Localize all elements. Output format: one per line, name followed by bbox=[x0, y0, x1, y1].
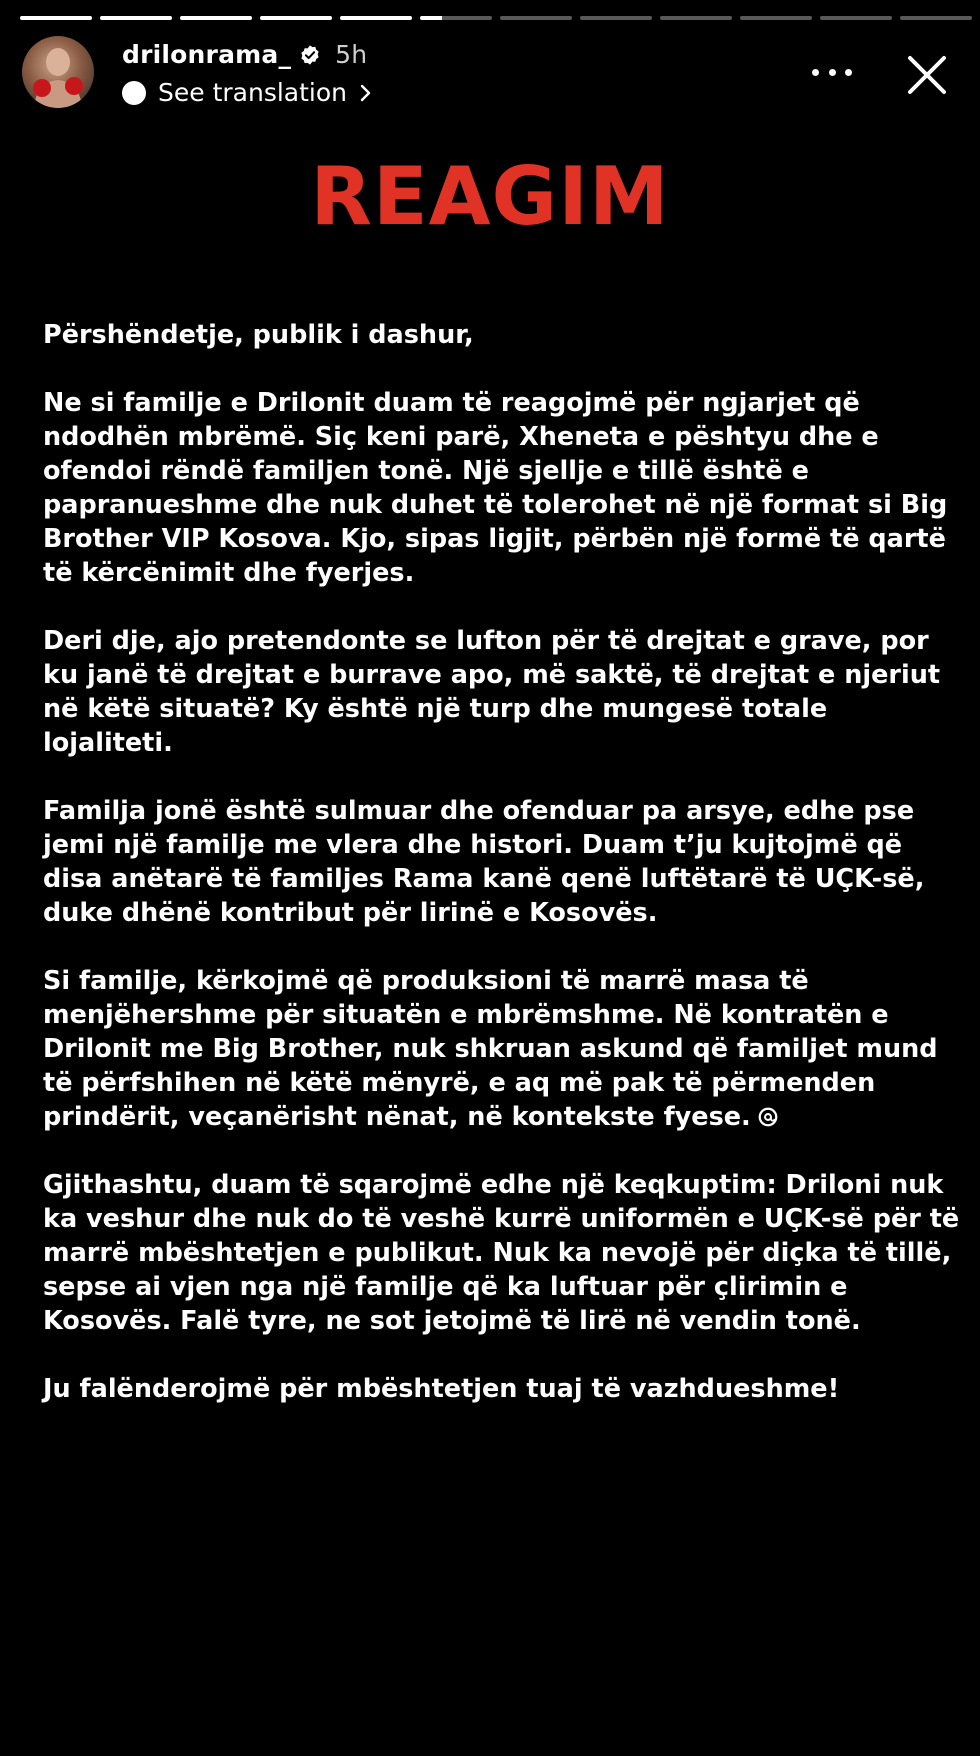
paragraph-1: Ne si familje e Drilonit duam të reagojmë për ngjarjet që ndodhën mbrëmë. Siç keni parë, Xheneta e pështyu dhe e ofendoi rëndë familjen tonë. Një sjellje e tillë është e papranueshme dhe nuk duhet të tolerohet në një format si Big Brother VIP Kosova. Kjo, sipas ligjit, përbën një formë të qartë të kërcënimit dhe fyerjes. bbox=[43, 388, 948, 588]
paragraph-5: Gjithashtu, duam të sqarojmë edhe një keqkuptim: Driloni nuk ka veshur dhe nuk do të veshë kurrë uniformën e UÇK-së për të marrë mbështetjen e publikut. Nuk ka nevojë për diçka të tillë, sepse ai vjen nga një familje që ka luftuar për çlirimin e Kosovës. Falë tyre, ne sot jetojmë të lirë në vendin tonë. bbox=[43, 1170, 960, 1336]
progress-segment bbox=[900, 16, 972, 20]
paragraph-3: Familja jonë është sulmuar dhe ofenduar pa arsye, edhe pse jemi një familje me vlera dhe histori. Duam t’ju kujtojmë që disa anëtarë të familjes Rama kanë qenë luftëtarë të UÇK-së, duke dhënë kontribut për lirinë e Kosovës. bbox=[43, 796, 925, 928]
progress-segment bbox=[580, 16, 652, 20]
threads-icon bbox=[757, 1106, 779, 1128]
paragraph-4 bbox=[43, 964, 963, 1134]
progress-segment bbox=[740, 16, 812, 20]
progress-segment bbox=[260, 16, 332, 20]
story-progress-bar bbox=[20, 16, 972, 20]
progress-segment bbox=[100, 16, 172, 20]
avatar[interactable] bbox=[22, 36, 94, 108]
see-translation-label: See translation bbox=[158, 78, 348, 107]
post-time: 5h bbox=[335, 40, 368, 69]
translate-icon bbox=[122, 81, 146, 105]
paragraph-4-text: Si familje, kërkojmë që produksioni të marrë masa të menjëhershme për situatën e mbrëmshme. Në kontratën e Drilonit me Big Brother, nuk shkruan askund që familjet mund të përfshihen në këtë mënyrë, e aq më pak të përmenden prindërit, veçanërisht nënat, në kontekste fyese. bbox=[43, 966, 938, 1132]
progress-segment bbox=[20, 16, 92, 20]
paragraph-greeting: Përshëndetje, publik i dashur, bbox=[43, 320, 474, 350]
progress-segment bbox=[820, 16, 892, 20]
progress-segment bbox=[340, 16, 412, 20]
progress-segment bbox=[420, 16, 492, 20]
see-translation-button[interactable] bbox=[122, 78, 373, 107]
story-body bbox=[43, 318, 963, 1440]
progress-segment bbox=[180, 16, 252, 20]
story-header bbox=[22, 36, 962, 116]
story-title: REAGIM bbox=[310, 150, 670, 243]
progress-segment bbox=[500, 16, 572, 20]
chevron-right-icon bbox=[359, 83, 373, 103]
username-row[interactable] bbox=[122, 40, 367, 69]
progress-segment bbox=[660, 16, 732, 20]
close-icon[interactable] bbox=[902, 50, 952, 100]
username[interactable]: drilonrama_ bbox=[122, 40, 292, 69]
paragraph-2: Deri dje, ajo pretendonte se lufton për të drejtat e grave, por ku janë të drejtat e burrave apo, më saktë, të drejtat e njeriut në këtë situatë? Ky është një turp dhe mungesë totale lojaliteti. bbox=[43, 626, 941, 758]
verified-badge-icon bbox=[299, 44, 321, 66]
more-icon[interactable] bbox=[812, 66, 852, 78]
paragraph-closing: Ju falënderojmë për mbështetjen tuaj të vazhdueshme! bbox=[43, 1374, 840, 1404]
